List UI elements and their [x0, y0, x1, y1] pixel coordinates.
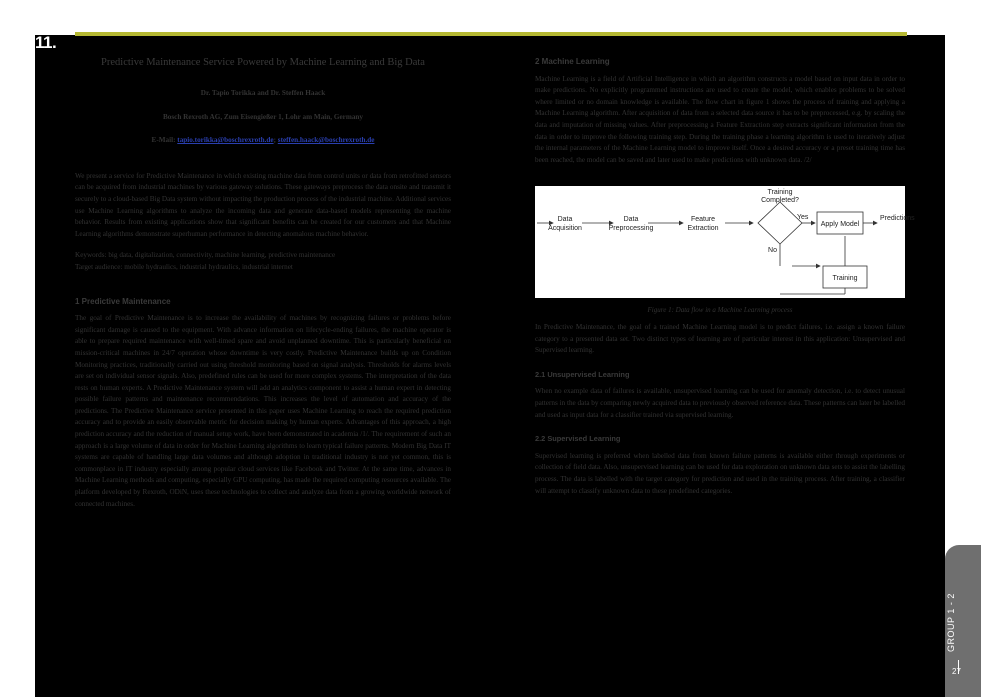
- header-accent-bar: [75, 32, 907, 36]
- no-label: No: [768, 247, 777, 254]
- keywords: Keywords: big data, digitalization, connectivity, machine learning, predictive maintenance: [75, 251, 336, 260]
- affiliation: Bosch Rexroth AG, Zum Eisengießer 1, Lohr am Main, Germany: [162, 112, 364, 121]
- abstract: We present a service for Predictive Maintenance in which existing machine data from control units or data from retrofitted sensors can be acquired from industrial machines by various gateway solutions. These gateways preprocess the data onsite and transmit it securely to a cloud-based Big Data system without impacting the production process of the industrial machine. Additional services use Machine Learning algorithms to analyze the incoming data and generate data-based models representing the machine behavior. Results from existing applications show that significant benefits can be created for our customers and that Machine Learning algorithms demonstrate superhuman performance in detecting anomalous machine behavior.: [75, 171, 451, 238]
- authors: Dr. Tapio Torikka and Dr. Steffen Haack: [200, 89, 326, 97]
- email-label: E-Mail:: [151, 136, 176, 145]
- subsection-2-2-heading: 2.2 Supervised Learning: [535, 434, 621, 444]
- email-separator: ;: [273, 136, 276, 145]
- predictions-label: Predictions: [880, 215, 915, 222]
- chapter-number: 11.: [35, 33, 57, 52]
- apply-model-label: Apply Model: [820, 221, 860, 228]
- email-link-torikka[interactable]: tapio.torikka@boschrexroth.de: [177, 136, 274, 145]
- email-link-haack[interactable]: steffen.haack@boschrexroth.de: [277, 136, 375, 145]
- data-preprocessing-label-1: Data: [623, 216, 639, 223]
- paper-title: Predictive Maintenance Service Powered by Machine Learning and Big Data: [101, 57, 425, 68]
- training-label: Training: [832, 275, 858, 282]
- subsection-2-2-body: Supervised learning is preferred when labelled data from known failure patterns is available either through experiments or collection of field data. Also, unsupervised learning can be used for data exploration on unknown data sets to assist the labelling process. The data is labelled with the target category for prediction and used in the training process. After training, a classifier will attempt to classify unknown data to these predefined categories.: [535, 451, 905, 495]
- target-audience: Target audience: mobile hydraulics, industrial hydraulics, industrial internet: [75, 262, 293, 271]
- flowchart-svg: [535, 186, 915, 298]
- page-number: 27: [952, 667, 961, 676]
- subsection-2-1-body: When no example data of failures is available, unsupervised learning can be used for anomaly detection, i.e. to detect unusual patterns in the data by comparing newly acquired data to previously observed reference data. These patterns can later be labelled and used as input data for a classifier trained via supervised learning.: [535, 387, 905, 419]
- section-1-heading: 1 Predictive Maintenance: [75, 296, 171, 306]
- group-label: GROUP 1 - 2: [946, 593, 956, 653]
- training-completed-label-2: Completed?: [761, 197, 799, 204]
- right-column-lower: [535, 322, 905, 497]
- figure-1-flowchart: [535, 186, 915, 298]
- section-1-body: The goal of Predictive Maintenance is to increase the availability of machines by recognizing failures or problems before significant damage is caused to the equipment. With advance information on lifecycle-ending failures, the machine operator is able to prepare required maintenance with well-timed spare and avoid unplanned downtime. This is particularly beneficial on mission-critical machines in 24/7 operation whose downtime is very costly. Predictive Maintenance builds up on Condition Monitoring practices, traditionally carried out using threshold monitoring based on signal analysis. Thresholds for alarms levels are set on individual sensor signals. Also, predefined rules can be used for more complex systems. The interpretation of the data rests on human experts. A Predictive Maintenance system will add an analytics component to assist a human expert in detecting possible failure patterns and maintenance recommendations. This increases the level of automation and accuracy of the predictions. The Predictive Maintenance service presented in this paper uses Machine Learning to reach the required prediction accuracy and to provide an easily observable metric for decision making by human experts. Advantages of this approach, a high prediction accuracy and the reduction of manual setup work, have been demonstrated in academia /1/. The requirement of such an approach is a large volume of data in order for Machine Learning algorithms to learn typical failure patterns. Modern Big Data IT systems are capable of handling large data volumes and although adoption in traditional industry is not yet common, this is commonplace in IT industry especially among popular cloud services like Facebook and Twitter. At the same time, advances in Machine Learning methods and computing, especially GPU computing, has made the required computing resources available. The platform developed by Rexroth, ODiN, uses these technologies to collect and analyze data from a growing worldwide network of connected machines.: [75, 314, 451, 508]
- data-acquisition-label-1: Data: [557, 216, 573, 223]
- feature-extraction-label-1: Feature: [690, 216, 716, 223]
- training-completed-label-1: Training: [767, 189, 793, 196]
- email-line: [75, 135, 451, 147]
- section-2-heading: 2 Machine Learning: [535, 57, 610, 66]
- figure-1-caption: Figure 1: Data flow in a Machine Learning process: [647, 306, 793, 314]
- section-2-para-2: In Predictive Maintenance, the goal of a trained Machine Learning model is to predict failures, i.e. assign a known failure category to a presented data set. Two distinct types of learning are of particular interest in this application: Unsupervised and Supervised learning.: [535, 323, 905, 355]
- yes-label: Yes: [797, 214, 809, 221]
- right-column: [535, 56, 905, 166]
- subsection-2-1-heading: 2.1 Unsupervised Learning: [535, 369, 630, 379]
- data-preprocessing-label-2: Preprocessing: [608, 225, 654, 232]
- section-2-body: Machine Learning is a field of Artificial Intelligence in which an algorithm constructs a model based on input data in order to make predictions. No explicitly programmed instructions are used to create the model, which enables problems to be solved where limited or no domain knowledge is available. The flow chart in figure 1 shows the process of training and applying a Machine Learning algorithm. After acquisition of data from a selected data source it has to be preprocessed, e.g. by scaling the data and imputation of missing values. After preprocessing a Feature Extraction step extracts significant information from the data in order to improve the following training step. During the training phase a learning algorithm is used to iteratively adjust the internal parameters of the Machine Learning model to improve itself. Once a desired accuracy or a preset training time has been reached, the model can be saved and later used to make predictions with unknown data. /2/: [535, 74, 905, 164]
- feature-extraction-label-2: Extraction: [687, 225, 719, 232]
- decision-diamond: [758, 202, 802, 244]
- data-acquisition-label-2: Acquisition: [548, 225, 582, 232]
- left-column: [75, 56, 451, 510]
